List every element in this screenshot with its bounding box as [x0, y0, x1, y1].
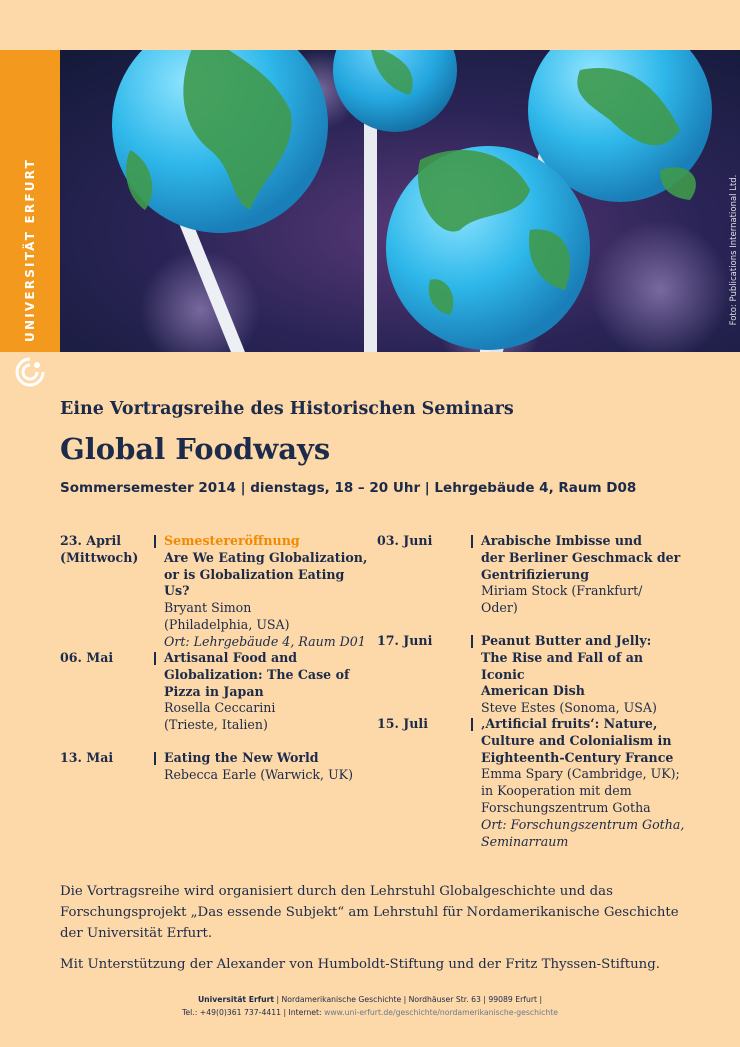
event-title: Arabische Imbisse und der Berliner Geschmack der Gentrifizierung	[481, 533, 681, 582]
event-date: 17. Juni	[377, 633, 433, 648]
event-speaker: Rosella Ceccarini (Trieste, Italien)	[164, 700, 276, 733]
event-speaker: Emma Spary (Cambridge, UK); in Kooperation mit dem Forschungszentrum Gotha	[481, 766, 680, 815]
event-details	[154, 750, 369, 784]
event-place: Ort: Lehrgebäude 4, Raum D01	[164, 633, 366, 649]
event-title: Eating the New World	[164, 750, 319, 765]
schedule-subtitle: Sommersemester 2014 | dienstags, 18 – 20 Uhr | Lehrgebäude 4, Raum D08	[60, 480, 637, 496]
event-details	[154, 650, 369, 734]
contact-website-link[interactable]: www.uni-erfurt.de/geschichte/nordamerikanische-geschichte	[324, 1008, 558, 1017]
event-details	[471, 716, 686, 850]
contact-institution: Universität Erfurt	[197, 995, 275, 1004]
event-date: 15. Juli	[377, 716, 428, 731]
photo-credit: Foto: Publications International Ltd.	[729, 174, 739, 326]
hero-photo	[60, 50, 740, 352]
event-tag: Semestereröffnung	[164, 533, 300, 548]
event-date: 03. Juni	[377, 533, 433, 548]
event-date: 23. April (Mittwoch)	[60, 533, 139, 565]
organizer-note	[60, 881, 690, 985]
event-details	[471, 533, 686, 617]
event-date: 13. Mai	[60, 750, 114, 765]
series-title: Eine Vortragsreihe des Historischen Seminars	[60, 399, 514, 419]
event-details	[471, 633, 686, 717]
contact-line-phone-web: Tel.: +49(0)361 737-4411 | Internet: www.uni-erfurt.de/geschichte/nordamerikanische-geschichte	[182, 1008, 558, 1017]
event-title: ‚Artificial fruits‘: Nature, Culture and Colonialism in Eighteenth-Century France	[481, 716, 674, 765]
event-speaker: Miriam Stock (Frankfurt/ Oder)	[481, 583, 643, 616]
event-place: Ort: Forschungszentrum Gotha, Seminarraum	[481, 816, 685, 849]
university-sidebar	[0, 50, 60, 352]
event-title: Artisanal Food and Globalization: The Case of Pizza in Japan	[164, 650, 350, 699]
event-speaker: Rebecca Earle (Warwick, UK)	[164, 766, 353, 782]
globe-cake-pops-image	[60, 50, 740, 352]
event-title: Peanut Butter and Jelly: The Rise and Fall of an Iconic American Dish	[481, 633, 652, 699]
university-name: UNIVERSITÄT ERFURT	[23, 158, 37, 342]
support-paragraph: Mit Unterstützung der Alexander von Humboldt-Stiftung und der Fritz Thyssen-Stiftung.	[60, 957, 660, 972]
event-title: Are We Eating Globalization, or is Globalization Eating Us?	[164, 549, 368, 599]
event-speaker: Bryant Simon (Philadelphia, USA)	[164, 600, 290, 632]
organizer-paragraph: Die Vortragsreihe wird organisiert durch den Lehrstuhl Globalgeschichte und das Forschungsprojekt „Das essende Subjekt“ am Lehrstuhl für Nordamerikanische Geschichte der Universität Erfurt.	[60, 884, 679, 941]
event-speaker: Steve Estes (Sonoma, USA)	[481, 700, 657, 716]
university-logo-icon	[14, 356, 46, 388]
event-date: 06. Mai	[60, 650, 114, 665]
contact-phone: +49(0)361 737-4411	[199, 1008, 282, 1017]
page-title: Global Foodways	[60, 432, 331, 466]
contact-line-address: Universität Erfurt | Nordamerikanische Geschichte | Nordhäuser Str. 63 | 99089 Erfurt |	[197, 995, 543, 1004]
event-details	[154, 533, 369, 651]
